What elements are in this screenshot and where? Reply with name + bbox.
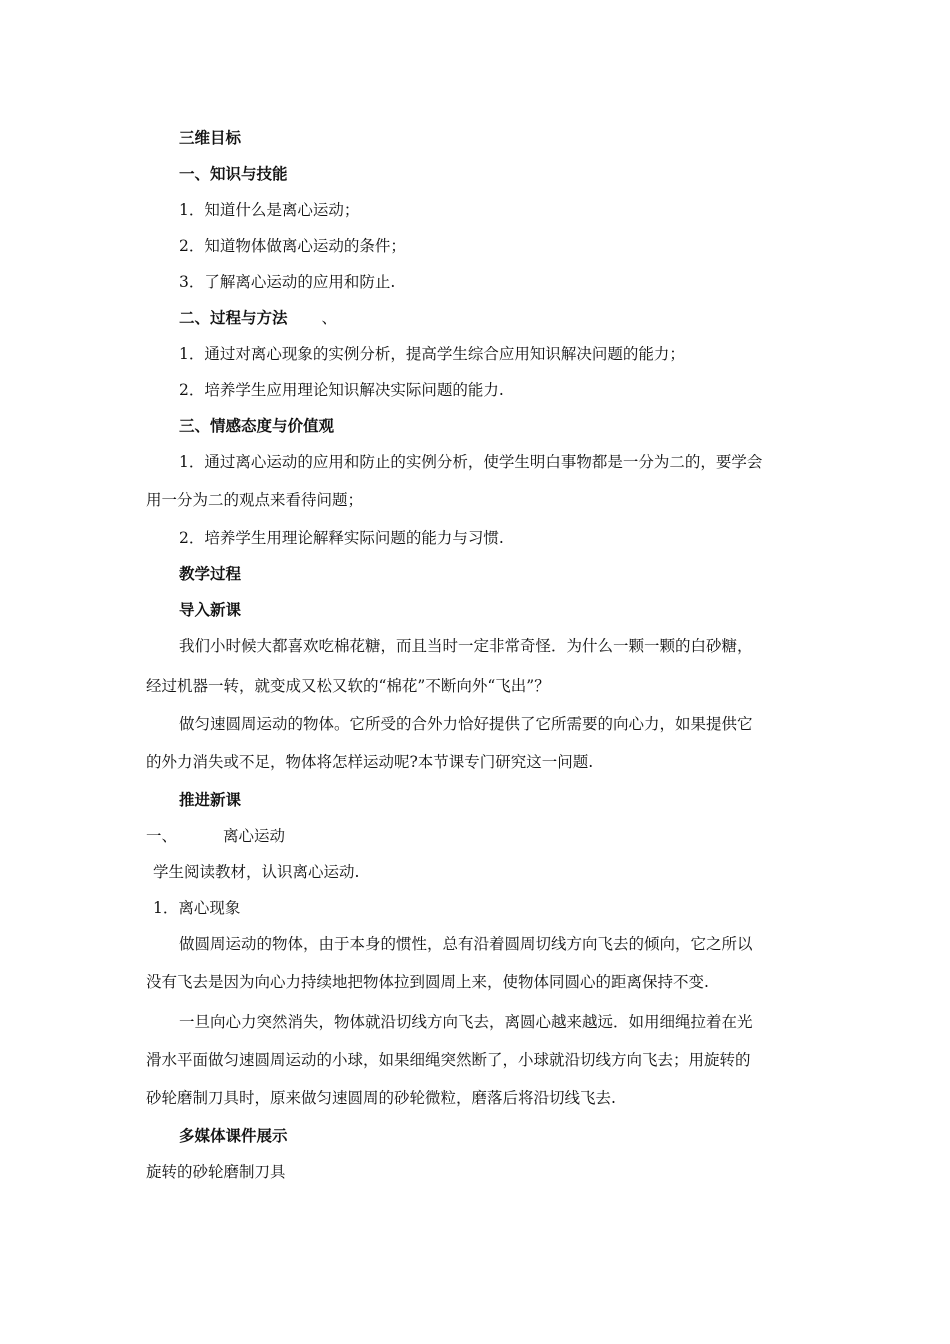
intro-para-2-line-2: 的外力消失或不足，物体将怎样运动呢?本节课专门研究这一问题. <box>146 753 594 771</box>
section-1-number: 一、 <box>146 827 178 845</box>
emotion-item-1-line-1: 1．通过离心运动的应用和防止的实例分析，使学生明白事物都是一分为二的，要学会 <box>179 453 763 471</box>
heading-introduce-lesson: 导入新课 <box>179 601 242 619</box>
heading-multimedia-display: 多媒体课件展示 <box>179 1127 288 1145</box>
heading-teaching-process: 教学过程 <box>179 565 242 583</box>
section-1-heading <box>146 826 285 846</box>
heading-advance-lesson: 推进新课 <box>179 791 242 809</box>
knowledge-item-2: 2．知道物体做离心运动的条件； <box>179 237 406 255</box>
intro-para-1-line-1: 我们小时候大都喜欢吃棉花糖，而且当时一定非常奇怪．为什么一颗一颗的白砂糖， <box>179 637 753 655</box>
knowledge-item-3: 3．了解离心运动的应用和防止. <box>179 273 396 291</box>
intro-para-1-line-2: 经过机器一转，就变成又松又软的“棉花”不断向外“飞出”？ <box>146 677 550 695</box>
emotion-item-1-line-2: 用一分为二的观点来看待问题； <box>146 491 364 509</box>
phenomenon-para-1-line-1: 做圆周运动的物体，由于本身的惯性，总有沿着圆周切线方向飞去的倾向，它之所以 <box>179 935 753 953</box>
knowledge-item-1: 1．知道什么是离心运动； <box>179 201 360 219</box>
multimedia-caption: 旋转的砂轮磨制刀具 <box>146 1163 286 1181</box>
heading-process-mark: 、 <box>321 309 338 327</box>
phenomenon-para-2-line-3: 砂轮磨制刀具时，原来做匀速圆周的砂轮微粒，磨落后将沿切线飞去. <box>146 1089 616 1107</box>
intro-para-2-line-1: 做匀速圆周运动的物体。它所受的合外力恰好提供了它所需要的向心力，如果提供它 <box>179 715 753 733</box>
phenomenon-para-2-line-2: 滑水平面做匀速圆周运动的小球，如果细绳突然断了，小球就沿切线方向飞去；用旋转的 <box>146 1051 751 1069</box>
heading-knowledge-skills: 一、知识与技能 <box>179 165 288 183</box>
heading-three-dimensional-goals: 三维目标 <box>179 129 242 147</box>
phenomenon-para-1-line-2: 没有飞去是因为向心力持续地把物体拉到圆周上来，使物体同圆心的距离保持不变. <box>146 973 709 991</box>
heading-process-text: 二、过程与方法 <box>179 309 288 327</box>
phenomenon-para-2-line-1: 一旦向心力突然消失，物体就沿切线方向飞去，离圆心越来越远．如用细绳拉着在光 <box>179 1013 753 1031</box>
heading-emotion-values: 三、情感态度与价值观 <box>179 417 335 435</box>
subsection-centrifugal-phenomenon: 1．离心现象 <box>153 899 241 917</box>
emotion-item-2: 2．培养学生用理论解释实际问题的能力与习惯. <box>179 529 504 547</box>
process-item-1: 1．通过对离心现象的实例分析，提高学生综合应用知识解决问题的能力； <box>179 345 685 363</box>
process-item-2: 2．培养学生应用理论知识解决实际问题的能力. <box>179 381 504 399</box>
heading-process-methods <box>179 308 337 328</box>
section-1-title: 离心运动 <box>223 827 286 845</box>
student-reading-note: 学生阅读教材，认识离心运动. <box>153 863 360 881</box>
